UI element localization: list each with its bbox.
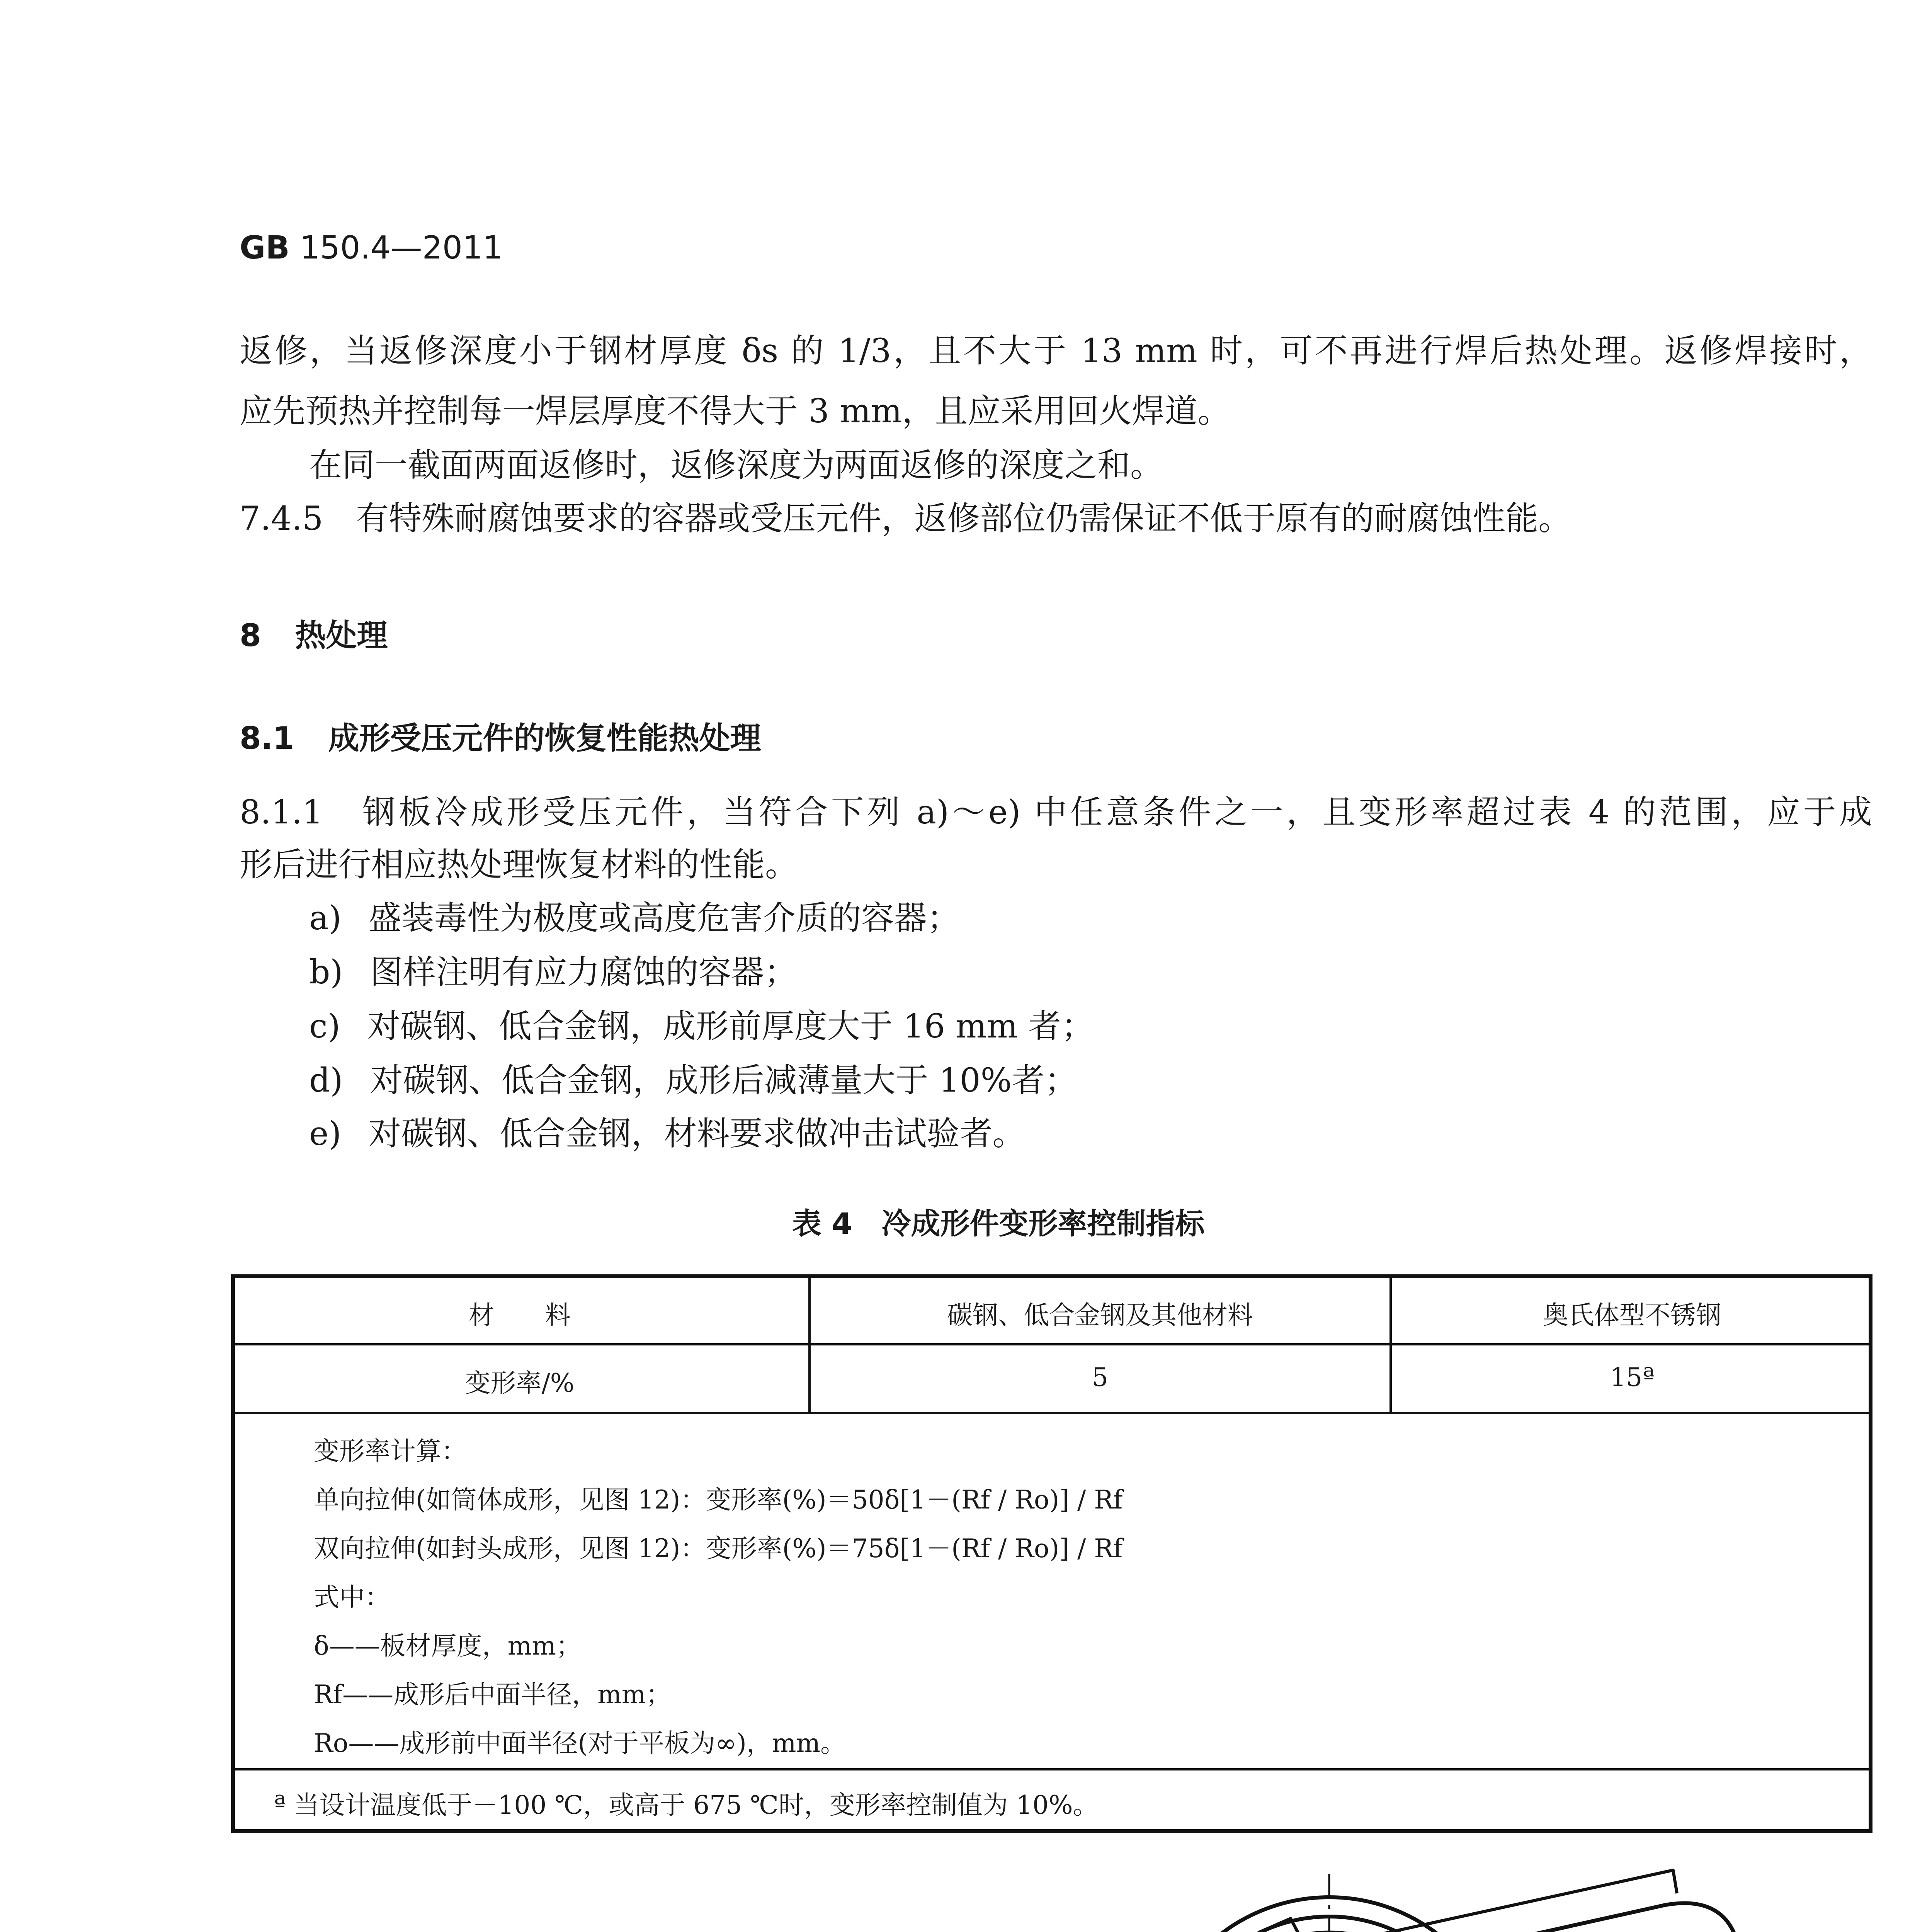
table-header-carbon-steel: 碳钢、低合金钢及其他材料 xyxy=(947,1300,1253,1330)
list-item-label: a) xyxy=(309,899,342,937)
list-item-text: 盛装毒性为极度或高度危害介质的容器； xyxy=(368,899,960,937)
table-note-line: 单向拉伸(如筒体成形，见图 12)：变形率(%)＝50δ[1－(Rf / Ro)] / Rf xyxy=(314,1485,1123,1515)
section-8-1-number: 8.1 xyxy=(240,720,294,756)
table-note-line: Rf——成形后中面半径，mm； xyxy=(314,1680,672,1709)
paragraph-repair-line2: 应先预热并控制每一焊层厚度不得大于 3 mm，且应采用回火焊道。 xyxy=(240,392,1231,430)
table-header-material: 材 料 xyxy=(469,1300,571,1330)
rolled-cylinder-drawing xyxy=(1140,1870,1741,1932)
paragraph-repair-line1: 返修，当返修深度小于钢材厚度 δs 的 1/3，且不大于 13 mm 时，可不再进行焊后热处理。返修焊接时， xyxy=(240,332,1872,370)
list-item-label: c) xyxy=(309,1007,340,1046)
table-note-line: Ro——成形前中面半径(对于平板为∞)，mm。 xyxy=(314,1728,846,1758)
list-item-label: b) xyxy=(309,953,343,992)
clause-7-4-5: 7.4.5 有特殊耐腐蚀要求的容器或受压元件，返修部位仍需保证不低于原有的耐腐蚀性能。 xyxy=(240,500,1571,538)
list-item-label: d) xyxy=(309,1061,343,1100)
list-item-text: 对碳钢、低合金钢，成形后减薄量大于 10%者； xyxy=(370,1061,1078,1100)
section-8-title: 热处理 xyxy=(295,617,388,653)
table-note-line: 双向拉伸(如封头成形，见图 12)：变形率(%)＝75δ[1－(Rf / Ro)] / Rf xyxy=(314,1534,1123,1563)
list-item-text: 对碳钢、低合金钢，材料要求做冲击试验者。 xyxy=(368,1115,1026,1153)
standard-prefix: GB xyxy=(240,230,290,266)
section-8-number: 8 xyxy=(240,617,261,653)
table-cell-carbon-value: 5 xyxy=(1092,1362,1108,1392)
paragraph-two-side-repair: 在同一截面两面返修时，返修深度为两面返修的深度之和。 xyxy=(309,446,1163,485)
clause-8-1-1-line1: 8.1.1 钢板冷成形受压元件，当符合下列 a)～e) 中任意条件之一，且变形率超过表 4 的范围，应于成 xyxy=(240,793,1872,832)
table-4-caption: 表 4 冷成形件变形率控制指标 xyxy=(792,1206,1205,1241)
table-cell-deformation-label: 变形率/% xyxy=(465,1368,575,1398)
table-note-line: δ——板材厚度，mm； xyxy=(314,1631,582,1661)
clause-8-1-1-line2: 形后进行相应热处理恢复材料的性能。 xyxy=(240,846,798,884)
table-note-line: 变形率计算： xyxy=(314,1436,467,1466)
table-header-austenitic: 奥氏体型不锈钢 xyxy=(1543,1300,1721,1330)
table-footnote: ª 当设计温度低于－100 ℃，或高于 675 ℃时，变形率控制值为 10%。 xyxy=(274,1790,1099,1820)
section-8-1-title: 成形受压元件的恢复性能热处理 xyxy=(328,720,761,756)
standard-code: 150.4—2011 xyxy=(299,230,503,266)
list-item-text: 图样注明有应力腐蚀的容器； xyxy=(370,953,797,992)
list-item-text: 对碳钢、低合金钢，成形前厚度大于 16 mm 者； xyxy=(367,1007,1094,1046)
list-item-label: e) xyxy=(309,1115,342,1153)
table-note-line: 式中： xyxy=(314,1582,390,1612)
table-cell-austenitic-value: 15ª xyxy=(1610,1362,1655,1392)
